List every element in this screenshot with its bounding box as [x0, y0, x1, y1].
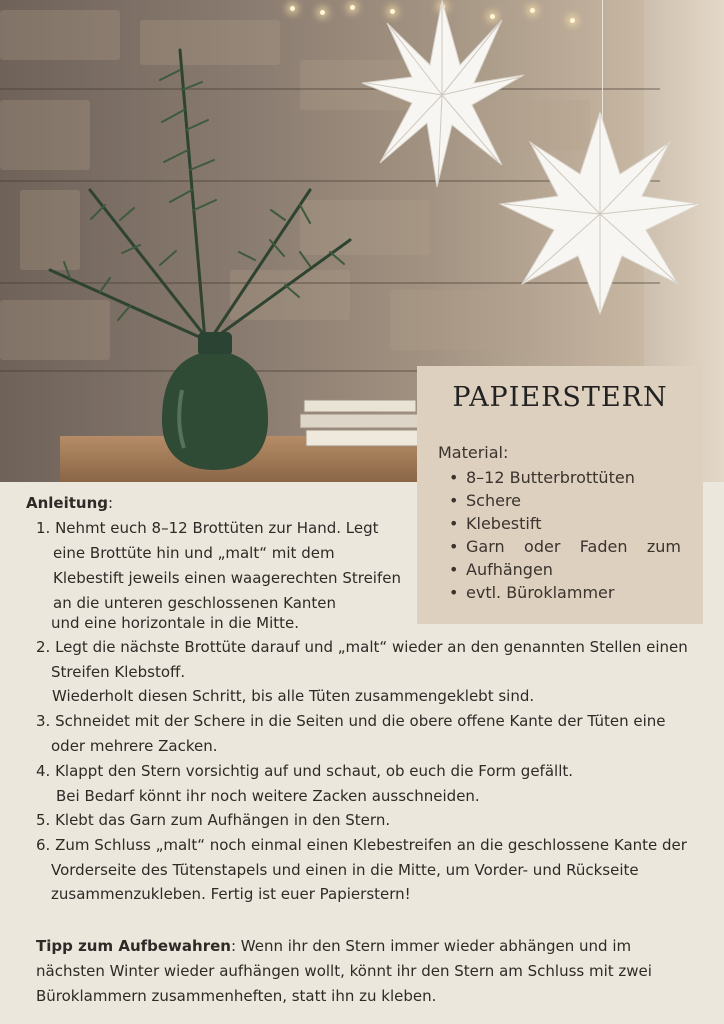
- step-line: Bei Bedarf könnt ihr noch weitere Zacken ausschneiden.: [56, 787, 480, 805]
- tip-text: : Wenn ihr den Stern immer wieder abhängen und im nächsten Winter wieder aufhängen wollt, könnt ihr den Stern am Schluss mit zwei Büroklammern zusammenheften, statt ihn zu kleben.: [36, 937, 652, 1005]
- paper-star-icon: [498, 112, 703, 317]
- material-list: [438, 466, 681, 604]
- step-line: und eine horizontale in die Mitte.: [51, 614, 300, 632]
- material-label: Material:: [438, 443, 509, 462]
- instructions-heading: Anleitung:: [26, 494, 114, 512]
- material-item: • Schere: [438, 489, 681, 512]
- step-line: Vorderseite des Tütenstapels und einen in die Mitte, um Vorder- und Rückseite: [51, 861, 639, 879]
- step-line: 1. Nehmt euch 8–12 Brottüten zur Hand. Legt: [36, 519, 379, 537]
- step-line: 2. Legt die nächste Brottüte darauf und „malt“ wieder an den genannten Stellen einen: [36, 638, 688, 656]
- stacked-books-icon: [300, 392, 420, 452]
- step-line: Klebestift jeweils einen waagerechten Streifen: [53, 569, 401, 587]
- material-item: • Klebestift: [438, 512, 681, 535]
- tip-label: Tipp zum Aufbewahren: [36, 937, 231, 955]
- star-string: [602, 0, 603, 120]
- step-line: zusammenzukleben. Fertig ist euer Papierstern!: [51, 885, 411, 903]
- step-line: Streifen Klebstoff.: [51, 663, 186, 681]
- page-title: PAPIERSTERN: [452, 382, 668, 413]
- step-line: Wiederholt diesen Schritt, bis alle Tüten zusammengeklebt sind.: [52, 687, 535, 705]
- green-vase-icon: [160, 330, 270, 472]
- fir-branch-icon: [30, 40, 390, 360]
- step-line: 3. Schneidet mit der Schere in die Seiten und die obere offene Kante der Tüten eine: [36, 712, 666, 730]
- material-item-continuation: • Aufhängen: [438, 558, 681, 581]
- step-line: an die unteren geschlossenen Kanten: [53, 594, 337, 612]
- step-line: 5. Klebt das Garn zum Aufhängen in den Stern.: [36, 811, 391, 829]
- step-line: oder mehrere Zacken.: [51, 737, 218, 755]
- step-line: eine Brottüte hin und „malt“ mit dem: [53, 544, 335, 562]
- step-line: 4. Klappt den Stern vorsichtig auf und schaut, ob euch die Form gefällt.: [36, 762, 574, 780]
- material-box: [417, 366, 703, 624]
- material-item: • 8–12 Butterbrottüten: [438, 466, 681, 489]
- step-line: 6. Zum Schluss „malt“ noch einmal einen Klebestreifen an die geschlossene Kante der: [36, 836, 687, 854]
- material-item: • Garn oder Faden zum: [438, 535, 681, 558]
- storage-tip: [36, 934, 696, 1009]
- material-item: • evtl. Büroklammer: [438, 581, 681, 604]
